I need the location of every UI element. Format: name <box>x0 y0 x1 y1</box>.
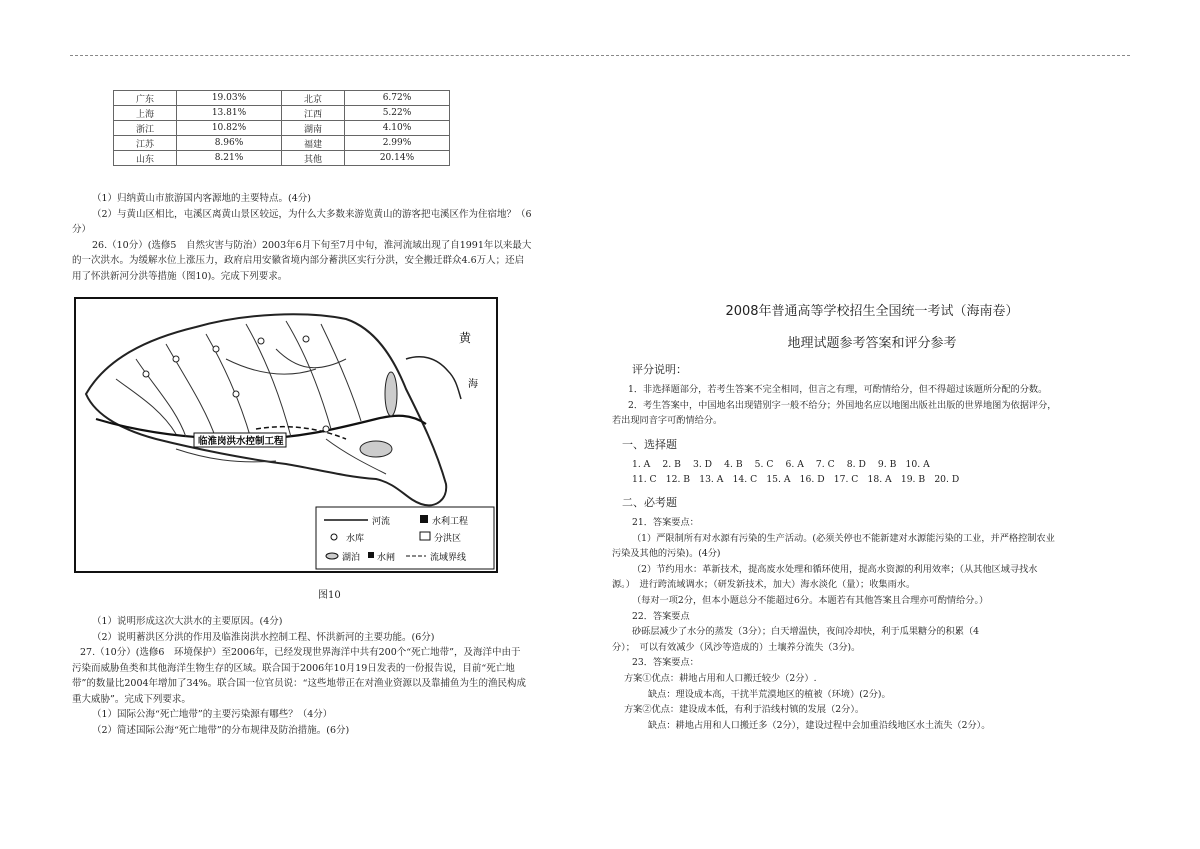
weishan-lake <box>385 372 397 416</box>
page-top-rule <box>70 55 1130 56</box>
question-27-intro: 27.（10分）(选修6 环境保护）至2006年，已经发现世界海洋中共有200个“死亡地带”，及海洋中由于 <box>80 647 521 658</box>
province-cell: 福建 <box>282 136 345 151</box>
huaihe-basin-map <box>74 297 498 573</box>
flow-to-sea <box>406 357 461 399</box>
legend-river: 河流 <box>372 517 391 527</box>
heading-scoring-notes: 评分说明： <box>632 363 687 376</box>
province-cell: 广东 <box>114 91 177 106</box>
province-cell: 浙江 <box>114 121 177 136</box>
legend-lake: 湖泊 <box>342 553 361 563</box>
answer-23: 23．答案要点： <box>632 657 699 669</box>
question-26-1: （1）说明形成这次大洪水的主要原因。(4分) <box>92 616 283 627</box>
table-row <box>114 151 450 166</box>
answer-21-1: （1）严限制所有对水源有污染的生产活动。(必须关停也不能新建对水源能污染的工业，并严格控制农业 <box>632 532 1055 544</box>
answer-title: 2008年普通高等学校招生全国统一考试（海南卷） <box>725 304 1019 319</box>
choice-answers-2: 11. C 12. B 13. A 14. C 15. A 16. D 17. C 18. A 19. B 20. D <box>632 474 960 486</box>
share-cell: 19.03% <box>177 91 282 106</box>
legend-sluice: 水闸 <box>377 553 396 563</box>
question-25-2: （2）与黄山区相比，屯溪区离黄山景区较远，为什么大多数来游览黄山的游客把屯溪区作为住宿地？（6 <box>92 208 532 220</box>
answer-21: 21．答案要点： <box>632 516 699 528</box>
question-27-intro-3: 带”的数量比2004年增加了34%。联合国一位官员说：“这些地带正在对渔业资源以及靠捕鱼为生的渔民构成 <box>72 678 527 689</box>
answer-21-2-cont: 源。） 进行跨流域调水；（研发新技术，加大）海水淡化（量）；收集雨水。 <box>612 579 916 591</box>
share-cell: 2.99% <box>345 136 450 151</box>
tributaries <box>116 321 386 474</box>
heading-required: 二、必考题 <box>622 495 677 509</box>
choice-answers-1: 1. A 2. B 3. D 4. B 5. C 6. A 7. C 8. D 9. B 10. A <box>632 458 930 470</box>
note-2-cont: 若出现同音字可酌情给分。 <box>612 415 723 427</box>
answer-21-1-cont: 污染及其他的污染)。(4分) <box>612 548 721 560</box>
share-cell: 8.21% <box>177 151 282 166</box>
answer-22: 22．答案要点 <box>632 610 690 622</box>
question-27-intro-4: 重大威胁”。完成下列要求。 <box>72 693 191 705</box>
reservoirs <box>143 336 329 432</box>
tourist-source-table <box>113 90 450 166</box>
share-cell: 6.72% <box>345 91 450 106</box>
left-questions-bottom <box>72 614 592 738</box>
hongze-lake <box>360 441 392 457</box>
share-cell: 8.96% <box>177 136 282 151</box>
province-cell: 上海 <box>114 106 177 121</box>
share-cell: 5.22% <box>345 106 450 121</box>
province-cell: 江苏 <box>114 136 177 151</box>
table-row <box>114 106 450 121</box>
question-25-1: （1）归纳黄山市旅游国内客源地的主要特点。(4分) <box>92 193 312 204</box>
map-drawing <box>76 299 496 571</box>
note-1: 1．非选择题部分，若考生答案不完全相同，但言之有理，可酌情给分，但不得超过该题所分配的分数。 <box>628 384 1048 395</box>
answer-23-plan2-pro: 方案②优点：建设成本低，有利于沿线村镇的发展（2分）。 <box>624 704 865 716</box>
yellow-sea-label: 黄 <box>459 331 472 345</box>
question-25-2-cont: 分） <box>72 224 92 235</box>
question-26-intro-3: 用了怀洪新河分洪等措施（图10)。完成下列要求。 <box>72 270 288 282</box>
answer-key <box>612 300 1132 733</box>
province-cell: 湖南 <box>282 121 345 136</box>
question-27-intro-2: 污染而威胁鱼类和其他海洋生物生存的区域。联合国于2006年10月19日发表的一份报告说，目前“死亡地 <box>72 662 515 674</box>
answer-23-plan1-con: 缺点：理设成本高，干扰半荒漠地区的植被（环境）(2分)。 <box>648 688 891 700</box>
province-cell: 北京 <box>282 91 345 106</box>
legend-boundary: 流域界线 <box>430 553 467 563</box>
answer-subtitle: 地理试题参考答案和评分参考 <box>787 336 957 351</box>
answer-21-2: （2）节约用水：革新技术，提高废水处理和循环使用，提高水资源的利用效率；（从其他区域寻找水 <box>632 563 1038 575</box>
answer-23-plan2-con: 缺点：耕地占用和人口搬迁多（2分），建设过程中会加重沿线地区水土流失（2分）。 <box>648 719 991 731</box>
table-row <box>114 121 450 136</box>
heading-choice: 一、选择题 <box>622 437 677 451</box>
share-cell: 4.10% <box>345 121 450 136</box>
left-questions-top <box>72 191 592 284</box>
answer-22-2: 分）； 可以有效减少（风沙等造成的）土壤养分流失（3分)。 <box>612 641 861 653</box>
project-label: 临淮岗洪水控制工程 <box>198 436 284 447</box>
table-row <box>114 91 450 106</box>
legend-hydraulic: 水利工程 <box>432 517 469 527</box>
note-2: 2．考生答案中，中国地名出现错别字一般不给分；外国地名应以地图出版社出版的世界地图为依据评分， <box>628 399 1057 411</box>
share-cell: 10.82% <box>177 121 282 136</box>
legend-reservoir: 水库 <box>346 534 365 544</box>
sea-label: 海 <box>468 379 478 390</box>
answer-23-plan1-pro: 方案①优点：耕地占用和人口搬迁较少（2分）. <box>624 672 817 684</box>
province-cell: 山东 <box>114 151 177 166</box>
province-cell: 江西 <box>282 106 345 121</box>
answer-21-2-note: （每对一项2分，但本小题总分不能超过6分。本题若有其他答案且合理亦可酌情给分。） <box>632 594 989 606</box>
share-cell: 13.81% <box>177 106 282 121</box>
province-cell: 其他 <box>282 151 345 166</box>
figure-caption: 图10 <box>318 590 341 601</box>
table-row <box>114 136 450 151</box>
question-26-2: （2）说明蓄洪区分洪的作用及临淮岗洪水控制工程、怀洪新河的主要功能。(6分) <box>92 631 435 643</box>
share-cell: 20.14% <box>345 151 450 166</box>
answer-22-1: 砂砾层减少了水分的蒸发（3分）；白天增温快，夜间冷却快，利于瓜果糖分的积累（4 <box>632 626 980 638</box>
question-26-intro-2: 的一次洪水。为缓解水位上涨压力，政府启用安徽省境内部分蓄洪区实行分洪，安全搬迁群众4.6万人；还启 <box>72 255 525 266</box>
question-27-1: （1）国际公海“死亡地带”的主要污染源有哪些？（4分） <box>92 709 333 720</box>
question-26-intro: 26.（10分）(选修5 自然灾害与防治）2003年6月下旬至7月中旬，淮河流域出现了自1991年以来最大 <box>92 239 532 251</box>
question-27-2: （2）简述国际公海“死亡地带”的分布规律及防治措施。(6分) <box>92 724 350 736</box>
legend-flood-area: 分洪区 <box>434 534 462 544</box>
